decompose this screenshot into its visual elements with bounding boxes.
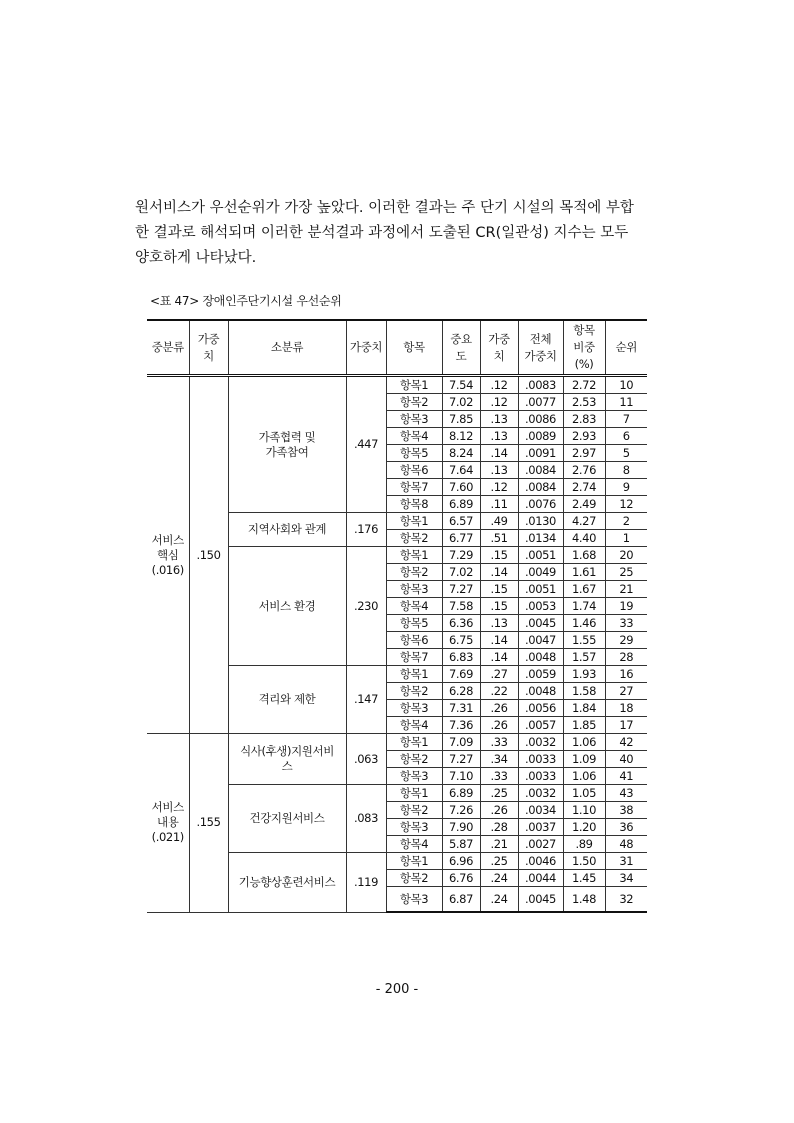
- item-cell: 항목5: [386, 445, 442, 462]
- total-weight-cell: .0032: [518, 734, 563, 751]
- item-cell: 항목4: [386, 598, 442, 615]
- weight-cell: .51: [480, 530, 518, 547]
- total-weight-cell: .0059: [518, 666, 563, 683]
- importance-cell: 7.27: [442, 581, 480, 598]
- rank-cell: 48: [605, 836, 647, 853]
- header-importance: 중요 도: [442, 320, 480, 376]
- ratio-cell: 1.84: [563, 700, 605, 717]
- minor-category-cell: 기능향상훈련서비스: [228, 853, 346, 913]
- total-weight-cell: .0045: [518, 615, 563, 632]
- total-weight-cell: .0047: [518, 632, 563, 649]
- importance-cell: 6.77: [442, 530, 480, 547]
- table-header: [147, 320, 647, 376]
- weight-cell: .13: [480, 615, 518, 632]
- rank-cell: 29: [605, 632, 647, 649]
- ratio-cell: 1.57: [563, 649, 605, 666]
- rank-cell: 20: [605, 547, 647, 564]
- major-weight-cell: .155: [189, 734, 228, 913]
- importance-cell: 7.36: [442, 717, 480, 734]
- rank-cell: 18: [605, 700, 647, 717]
- rank-cell: 41: [605, 768, 647, 785]
- item-cell: 항목7: [386, 649, 442, 666]
- rank-cell: 40: [605, 751, 647, 768]
- paragraph-line-2: 한 결과로 해석되며 이러한 분석결과 과정에서 도출된 CR(일관성) 지수는 모두: [135, 225, 629, 241]
- item-cell: 항목5: [386, 615, 442, 632]
- item-cell: 항목1: [386, 376, 442, 394]
- weight-cell: .12: [480, 479, 518, 496]
- header-ratio: 항목 비중 (%): [563, 320, 605, 376]
- ratio-cell: 1.20: [563, 819, 605, 836]
- total-weight-cell: .0057: [518, 717, 563, 734]
- ratio-cell: 1.10: [563, 802, 605, 819]
- item-cell: 항목3: [386, 700, 442, 717]
- ratio-cell: 2.93: [563, 428, 605, 445]
- total-weight-cell: .0032: [518, 785, 563, 802]
- importance-cell: 7.10: [442, 768, 480, 785]
- minor-category-cell: 지역사회와 관계: [228, 513, 346, 547]
- rank-cell: 38: [605, 802, 647, 819]
- major-weight-cell: .150: [189, 376, 228, 734]
- item-cell: 항목2: [386, 530, 442, 547]
- minor-category-cell: 가족협력 및 가족참여: [228, 376, 346, 513]
- importance-cell: 6.83: [442, 649, 480, 666]
- rank-cell: 28: [605, 649, 647, 666]
- rank-cell: 8: [605, 462, 647, 479]
- minor-weight-cell: .447: [346, 376, 386, 513]
- total-weight-cell: .0051: [518, 581, 563, 598]
- weight-cell: .11: [480, 496, 518, 513]
- total-weight-cell: .0046: [518, 853, 563, 870]
- ratio-cell: 1.45: [563, 870, 605, 887]
- total-weight-cell: .0056: [518, 700, 563, 717]
- rank-cell: 9: [605, 479, 647, 496]
- ratio-cell: 2.74: [563, 479, 605, 496]
- table-row: [147, 376, 647, 394]
- rank-cell: 43: [605, 785, 647, 802]
- total-weight-cell: .0084: [518, 479, 563, 496]
- rank-cell: 34: [605, 870, 647, 887]
- weight-cell: .28: [480, 819, 518, 836]
- rank-cell: 36: [605, 819, 647, 836]
- importance-cell: 6.28: [442, 683, 480, 700]
- minor-category-cell: 건강지원서비스: [228, 785, 346, 853]
- ratio-cell: 2.53: [563, 394, 605, 411]
- ratio-cell: 2.76: [563, 462, 605, 479]
- rank-cell: 33: [605, 615, 647, 632]
- minor-category-cell: 식사(후생)지원서비 스: [228, 734, 346, 785]
- importance-cell: 7.29: [442, 547, 480, 564]
- rank-cell: 2: [605, 513, 647, 530]
- rank-cell: 11: [605, 394, 647, 411]
- header-weight-3: 가중 치: [480, 320, 518, 376]
- total-weight-cell: .0037: [518, 819, 563, 836]
- rank-cell: 5: [605, 445, 647, 462]
- weight-cell: .13: [480, 428, 518, 445]
- importance-cell: 8.12: [442, 428, 480, 445]
- ratio-cell: 1.50: [563, 853, 605, 870]
- minor-weight-cell: .083: [346, 785, 386, 853]
- total-weight-cell: .0033: [518, 751, 563, 768]
- importance-cell: 7.09: [442, 734, 480, 751]
- rank-cell: 25: [605, 564, 647, 581]
- total-weight-cell: .0077: [518, 394, 563, 411]
- importance-cell: 7.27: [442, 751, 480, 768]
- item-cell: 항목6: [386, 462, 442, 479]
- ratio-cell: 1.06: [563, 734, 605, 751]
- weight-cell: .26: [480, 717, 518, 734]
- weight-cell: .33: [480, 734, 518, 751]
- importance-cell: 7.26: [442, 802, 480, 819]
- header-weight-1: 가중 치: [189, 320, 228, 376]
- item-cell: 항목2: [386, 802, 442, 819]
- weight-cell: .49: [480, 513, 518, 530]
- weight-cell: .25: [480, 853, 518, 870]
- rank-cell: 27: [605, 683, 647, 700]
- importance-cell: 6.87: [442, 887, 480, 913]
- total-weight-cell: .0086: [518, 411, 563, 428]
- ratio-cell: 1.06: [563, 768, 605, 785]
- major-category-cell: 서비스 핵심 (.016): [147, 376, 189, 734]
- ratio-cell: 4.40: [563, 530, 605, 547]
- total-weight-cell: .0051: [518, 547, 563, 564]
- ratio-cell: 2.97: [563, 445, 605, 462]
- item-cell: 항목1: [386, 785, 442, 802]
- item-cell: 항목3: [386, 887, 442, 913]
- weight-cell: .12: [480, 394, 518, 411]
- page-number: - 200 -: [375, 982, 419, 997]
- total-weight-cell: .0076: [518, 496, 563, 513]
- minor-weight-cell: .119: [346, 853, 386, 913]
- importance-cell: 7.31: [442, 700, 480, 717]
- ratio-cell: 4.27: [563, 513, 605, 530]
- paragraph-line-3: 양호하게 나타났다.: [135, 250, 257, 266]
- priority-table: [147, 319, 647, 913]
- total-weight-cell: .0083: [518, 376, 563, 394]
- total-weight-cell: .0034: [518, 802, 563, 819]
- ratio-cell: 2.72: [563, 376, 605, 394]
- ratio-cell: 1.58: [563, 683, 605, 700]
- ratio-cell: 2.83: [563, 411, 605, 428]
- header-item: 항목: [386, 320, 442, 376]
- total-weight-cell: .0049: [518, 564, 563, 581]
- item-cell: 항목2: [386, 870, 442, 887]
- weight-cell: .14: [480, 564, 518, 581]
- importance-cell: 5.87: [442, 836, 480, 853]
- ratio-cell: .89: [563, 836, 605, 853]
- importance-cell: 6.96: [442, 853, 480, 870]
- item-cell: 항목2: [386, 751, 442, 768]
- ratio-cell: 1.93: [563, 666, 605, 683]
- total-weight-cell: .0044: [518, 870, 563, 887]
- rank-cell: 6: [605, 428, 647, 445]
- item-cell: 항목4: [386, 836, 442, 853]
- rank-cell: 19: [605, 598, 647, 615]
- header-minor: 소분류: [228, 320, 346, 376]
- ratio-cell: 2.49: [563, 496, 605, 513]
- weight-cell: .13: [480, 411, 518, 428]
- item-cell: 항목7: [386, 479, 442, 496]
- total-weight-cell: .0130: [518, 513, 563, 530]
- importance-cell: 6.75: [442, 632, 480, 649]
- rank-cell: 10: [605, 376, 647, 394]
- ratio-cell: 1.55: [563, 632, 605, 649]
- weight-cell: .34: [480, 751, 518, 768]
- importance-cell: 7.58: [442, 598, 480, 615]
- importance-cell: 6.89: [442, 785, 480, 802]
- item-cell: 항목1: [386, 547, 442, 564]
- total-weight-cell: .0048: [518, 649, 563, 666]
- item-cell: 항목1: [386, 666, 442, 683]
- total-weight-cell: .0089: [518, 428, 563, 445]
- weight-cell: .24: [480, 870, 518, 887]
- weight-cell: .33: [480, 768, 518, 785]
- item-cell: 항목3: [386, 819, 442, 836]
- ratio-cell: 1.85: [563, 717, 605, 734]
- minor-weight-cell: .063: [346, 734, 386, 785]
- body-paragraph: [135, 196, 661, 271]
- header-rank: 순위: [605, 320, 647, 376]
- importance-cell: 7.54: [442, 376, 480, 394]
- weight-cell: .12: [480, 376, 518, 394]
- total-weight-cell: .0045: [518, 887, 563, 913]
- major-category-cell: 서비스 내용 (.021): [147, 734, 189, 913]
- weight-cell: .15: [480, 547, 518, 564]
- rank-cell: 12: [605, 496, 647, 513]
- item-cell: 항목2: [386, 683, 442, 700]
- minor-category-cell: 서비스 환경: [228, 547, 346, 666]
- total-weight-cell: .0134: [518, 530, 563, 547]
- item-cell: 항목1: [386, 853, 442, 870]
- ratio-cell: 1.68: [563, 547, 605, 564]
- total-weight-cell: .0091: [518, 445, 563, 462]
- rank-cell: 21: [605, 581, 647, 598]
- item-cell: 항목2: [386, 394, 442, 411]
- rank-cell: 31: [605, 853, 647, 870]
- total-weight-cell: .0053: [518, 598, 563, 615]
- item-cell: 항목2: [386, 564, 442, 581]
- importance-cell: 6.36: [442, 615, 480, 632]
- importance-cell: 7.02: [442, 394, 480, 411]
- item-cell: 항목4: [386, 428, 442, 445]
- rank-cell: 17: [605, 717, 647, 734]
- importance-cell: 7.85: [442, 411, 480, 428]
- item-cell: 항목4: [386, 717, 442, 734]
- header-weight-2: 가중치: [346, 320, 386, 376]
- item-cell: 항목3: [386, 411, 442, 428]
- item-cell: 항목8: [386, 496, 442, 513]
- ratio-cell: 1.67: [563, 581, 605, 598]
- total-weight-cell: .0084: [518, 462, 563, 479]
- importance-cell: 7.64: [442, 462, 480, 479]
- weight-cell: .13: [480, 462, 518, 479]
- ratio-cell: 1.05: [563, 785, 605, 802]
- importance-cell: 6.89: [442, 496, 480, 513]
- weight-cell: .24: [480, 887, 518, 913]
- minor-weight-cell: .147: [346, 666, 386, 734]
- ratio-cell: 1.48: [563, 887, 605, 913]
- importance-cell: 7.90: [442, 819, 480, 836]
- total-weight-cell: .0033: [518, 768, 563, 785]
- total-weight-cell: .0048: [518, 683, 563, 700]
- weight-cell: .14: [480, 649, 518, 666]
- header-major: 중분류: [147, 320, 189, 376]
- rank-cell: 42: [605, 734, 647, 751]
- weight-cell: .14: [480, 445, 518, 462]
- paragraph-line-1: 원서비스가 우선순위가 가장 높았다. 이러한 결과는 주 단기 시설의 목적에 부합: [135, 200, 634, 216]
- rank-cell: 16: [605, 666, 647, 683]
- ratio-cell: 1.61: [563, 564, 605, 581]
- rank-cell: 32: [605, 887, 647, 913]
- weight-cell: .22: [480, 683, 518, 700]
- rank-cell: 1: [605, 530, 647, 547]
- item-cell: 항목3: [386, 768, 442, 785]
- weight-cell: .15: [480, 598, 518, 615]
- minor-category-cell: 격리와 제한: [228, 666, 346, 734]
- header-total-weight: 전체 가중치: [518, 320, 563, 376]
- table-row: [147, 734, 647, 751]
- weight-cell: .21: [480, 836, 518, 853]
- weight-cell: .15: [480, 581, 518, 598]
- ratio-cell: 1.09: [563, 751, 605, 768]
- table-caption: <표 47> 장애인주단기시설 우선순위: [150, 294, 342, 308]
- item-cell: 항목1: [386, 734, 442, 751]
- total-weight-cell: .0027: [518, 836, 563, 853]
- item-cell: 항목3: [386, 581, 442, 598]
- importance-cell: 7.60: [442, 479, 480, 496]
- weight-cell: .14: [480, 632, 518, 649]
- importance-cell: 8.24: [442, 445, 480, 462]
- weight-cell: .26: [480, 700, 518, 717]
- importance-cell: 6.57: [442, 513, 480, 530]
- weight-cell: .26: [480, 802, 518, 819]
- weight-cell: .27: [480, 666, 518, 683]
- ratio-cell: 1.46: [563, 615, 605, 632]
- item-cell: 항목1: [386, 513, 442, 530]
- importance-cell: 6.76: [442, 870, 480, 887]
- minor-weight-cell: .230: [346, 547, 386, 666]
- table-body: [147, 376, 647, 913]
- ratio-cell: 1.74: [563, 598, 605, 615]
- weight-cell: .25: [480, 785, 518, 802]
- minor-weight-cell: .176: [346, 513, 386, 547]
- importance-cell: 7.02: [442, 564, 480, 581]
- rank-cell: 7: [605, 411, 647, 428]
- importance-cell: 7.69: [442, 666, 480, 683]
- item-cell: 항목6: [386, 632, 442, 649]
